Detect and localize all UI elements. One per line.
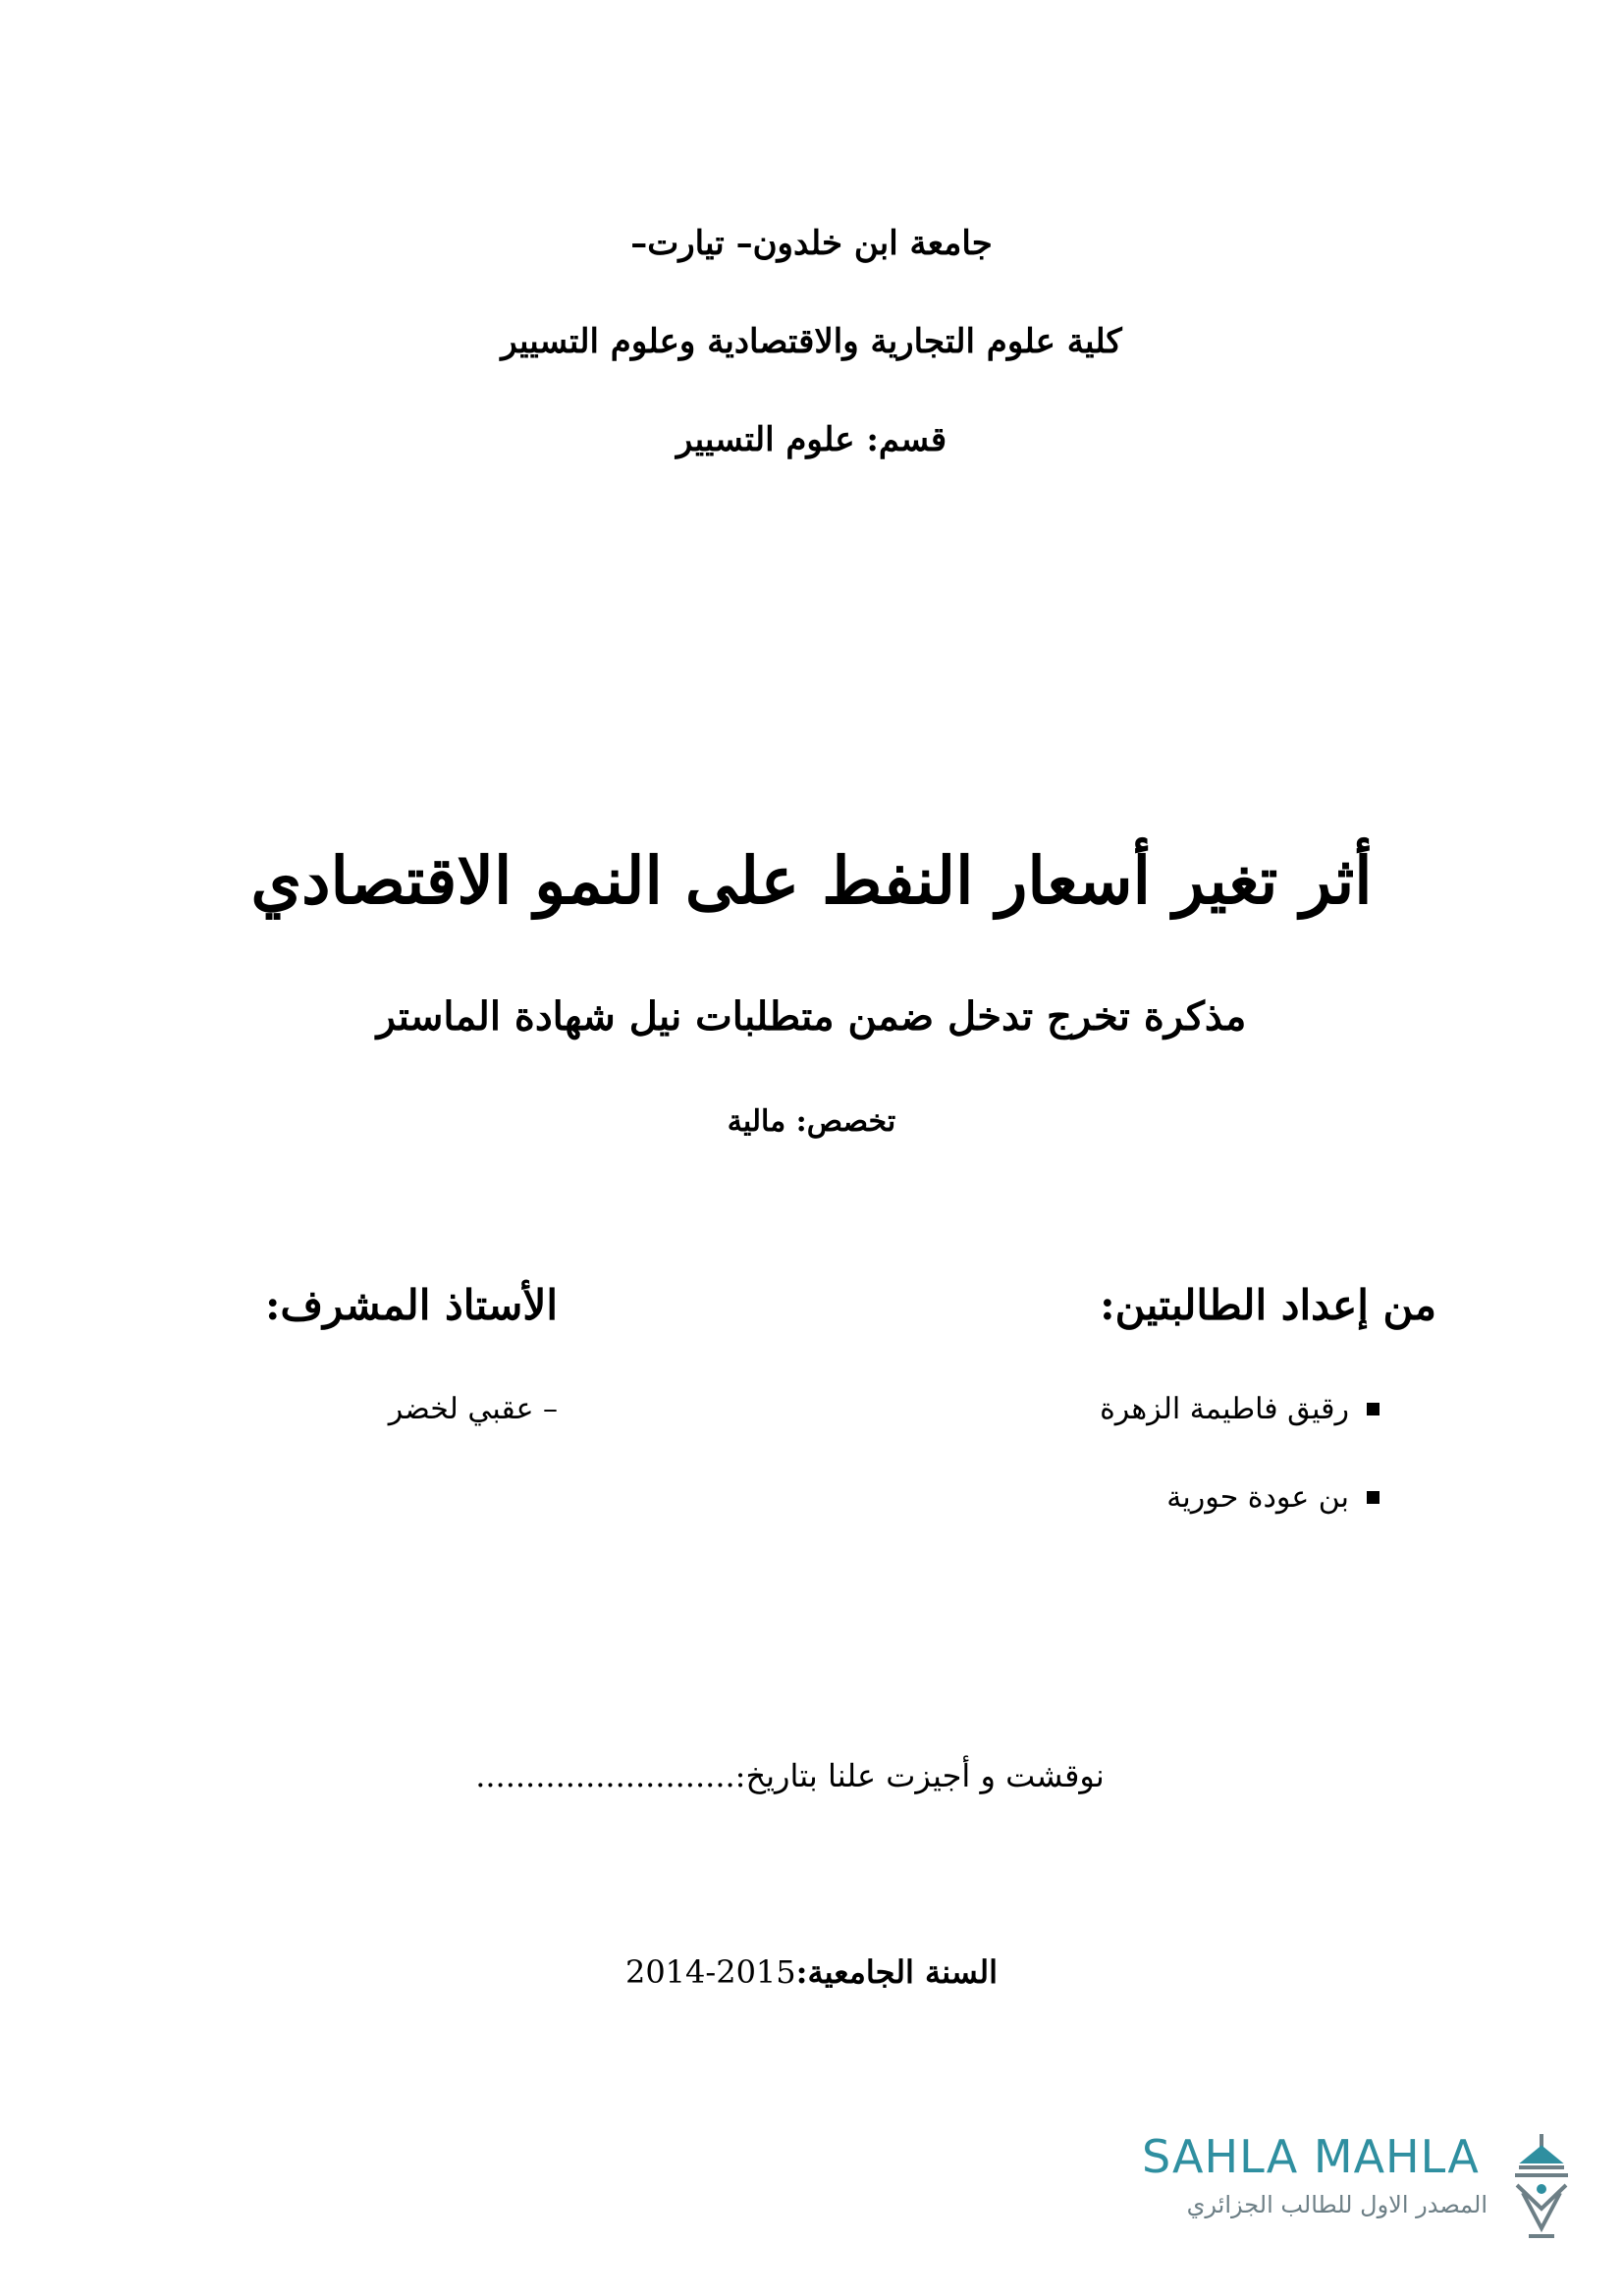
defense-date-text: نوقشت و أجيزت علنا بتاريخ:.......................... — [475, 1757, 1105, 1794]
supervisor-name: – عقبي لخضر — [388, 1392, 558, 1426]
square-bullet-icon — [1367, 1403, 1380, 1415]
thesis-title: أثر تغير أسعار النفط على النمو الاقتصادي — [250, 842, 1373, 919]
thesis-subtitle: مذكرة تخرج تدخل ضمن متطلبات نيل شهادة الماستر — [376, 993, 1247, 1040]
students-heading: من إعداد الطالبتين: — [1100, 1281, 1436, 1329]
watermark-logo — [1124, 2130, 1586, 2248]
student-name: بن عودة حورية — [1166, 1480, 1349, 1515]
specialization: تخصص: مالية — [727, 1104, 896, 1139]
student-list-item — [1100, 1392, 1380, 1426]
academic-year-value: 2014-2015 — [624, 1953, 796, 1991]
department-name: قسم: علوم التسيير — [676, 420, 947, 459]
watermark-tagline: المصدر الاول للطالب الجزائري — [1186, 2191, 1488, 2218]
university-name: جامعة ابن خلدون– تيارت– — [630, 224, 993, 263]
faculty-name: كلية علوم التجارية والاقتصادية وعلوم التسيير — [501, 322, 1122, 361]
academic-year — [0, 1953, 1623, 1991]
academic-year-label: السنة الجامعية: — [795, 1953, 999, 1991]
student-list-item — [1166, 1480, 1380, 1515]
supervisor-heading: الأستاذ المشرف: — [264, 1281, 558, 1329]
student-name: رقيق فاطيمة الزهرة — [1100, 1392, 1349, 1426]
sahla-mahla-emblem-icon — [1507, 2130, 1576, 2243]
watermark-brand: SAHLA MAHLA — [1142, 2130, 1480, 2183]
square-bullet-icon — [1367, 1491, 1380, 1504]
defense-date-line — [0, 1757, 1623, 1794]
